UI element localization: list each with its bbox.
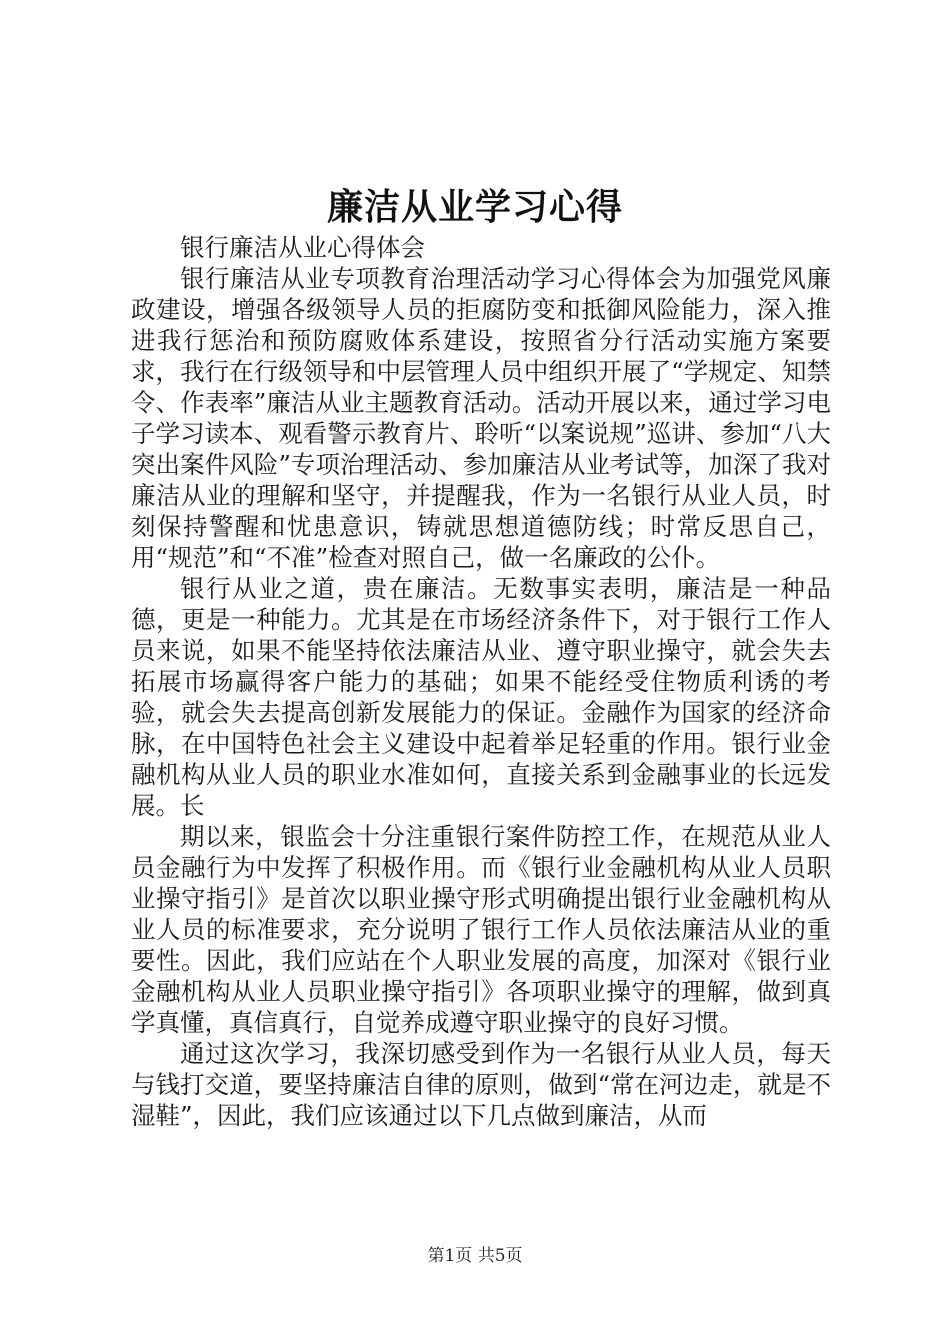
paragraph: 银行廉洁从业专项教育治理活动学习心得体会为加强党风廉政建设，增强各级领导人员的拒腐防变和抵御风险能力，深入推进我行惩治和预防腐败体系建设，按照省分行活动实施方案要求，我行在行级领导和中层管理人员中组织开展了“学规定、知禁令、作表率”廉洁从业主题教育活动。活动开展以来，通过学习电子学习读本、观看警示教育片、聆听“以案说规”巡讲、参加“八大突出案件风险”专项治理活动、参加廉洁从业考试等，加深了我对廉洁从业的理解和坚守，并提醒我，作为一名银行从业人员，时刻保持警醒和忧患意识，铸就思想道德防线；时常反思自己，用“规范”和“不准”检查对照自己，做一名廉政的公仆。 [131,264,831,572]
paragraph: 银行从业之道，贵在廉洁。无数事实表明，廉洁是一种品德，更是一种能力。尤其是在市场经济条件下，对于银行工作人员来说，如果不能坚持依法廉洁从业、遵守职业操守，就会失去拓展市场赢得客户能力的基础；如果不能经受住物质利诱的考验，就会失去提高创新发展能力的保证。金融作为国家的经济命脉，在中国特色社会主义建设中起着举足轻重的作用。银行业金融机构从业人员的职业水准如何，直接关系到金融事业的长远发展。长 [131,574,831,820]
paragraph: 通过这次学习，我深切感受到作为一名银行从业人员，每天与钱打交道，要坚持廉洁自律的原则，做到“常在河边走，就是不湿鞋”，因此，我们应该通过以下几点做到廉洁，从而 [131,1039,831,1130]
document-body [131,232,831,1131]
page-footer: 第1页 共5页 [427,1246,523,1266]
document-title: 廉洁从业学习心得 [326,186,623,228]
paragraph: 银行廉洁从业心得体会 [180,233,425,262]
paragraph: 期以来，银监会十分注重银行案件防控工作，在规范从业人员金融行为中发挥了积极作用。而《银行业金融机构从业人员职业操守指引》是首次以职业操守形式明确提出银行业金融机构从业人员的标准要求，充分说明了银行工作人员依法廉洁从业的重要性。因此，我们应站在个人职业发展的高度，加深对《银行业金融机构从业人员职业操守指引》各项职业操守的理解，做到真学真懂，真信真行，自觉养成遵守职业操守的良好习惯。 [131,822,831,1037]
